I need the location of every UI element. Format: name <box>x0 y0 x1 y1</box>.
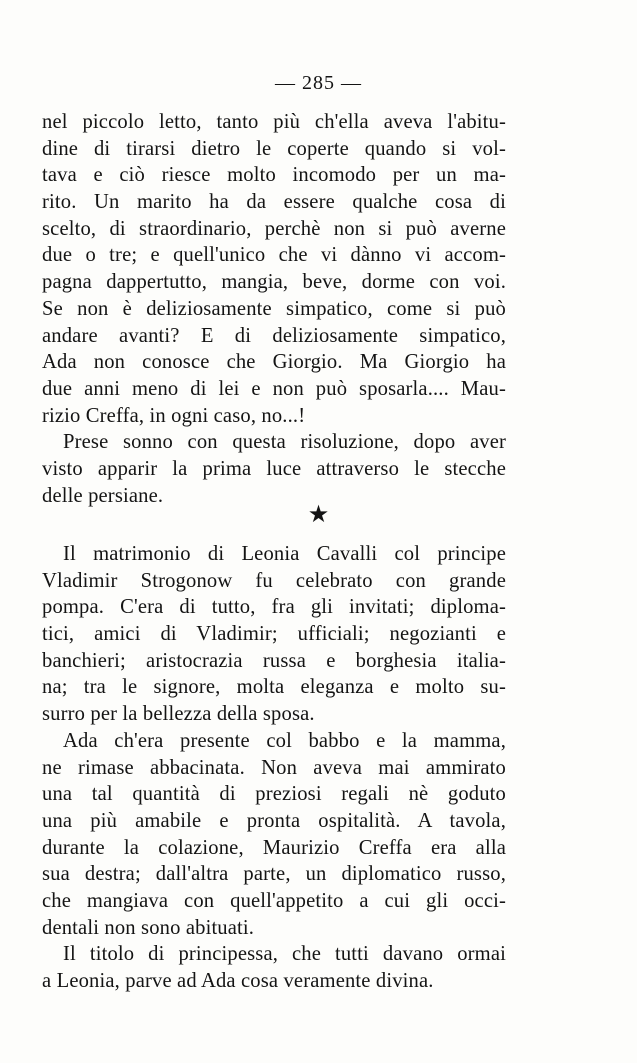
text-line: Vladimir Strogonow fu celebrato con grande <box>42 569 506 592</box>
text-line: pagna dappertutto, mangia, beve, dorme con voi. <box>42 271 506 294</box>
text-line: Prese sonno con questa risoluzione, dopo aver <box>63 431 506 454</box>
text-line: Il matrimonio di Leonia Cavalli col principe <box>63 543 506 565</box>
text-line: tava e ciò riesce molto incomodo per un ma- <box>42 164 506 187</box>
paragraph <box>42 109 506 429</box>
text-line: ne rimase abbacinata. Non aveva mai ammirato <box>42 756 506 779</box>
paragraph <box>42 941 506 994</box>
text-line: Ada ch'era presente col babbo e la mamma, <box>63 729 506 752</box>
text-block-top <box>42 109 506 509</box>
text-line: Se non è deliziosamente simpatico, come si può <box>42 297 506 320</box>
text-line: dentali non sono abituati. <box>42 916 255 939</box>
text-line: una più amabile e pronta ospitalità. A tavola, <box>42 809 506 832</box>
text-line: nel piccolo letto, tanto più ch'ella aveva l'abitu- <box>42 111 506 133</box>
text-line: surro per la bellezza della sposa. <box>42 703 315 726</box>
text-line: banchieri; aristocrazia russa e borghesia italia- <box>42 649 506 672</box>
text-line: sua destra; dall'altra parte, un diplomatico russo, <box>42 863 506 886</box>
text-line: rizio Creffa, in ogni caso, no...! <box>42 404 306 427</box>
text-line: una tal quantità di preziosi regali nè goduto <box>42 783 506 806</box>
text-block-bottom <box>42 541 506 995</box>
text-line: Il titolo di principessa, che tutti davano ormai <box>63 943 506 966</box>
text-line: pompa. C'era di tutto, fra gli invitati; diploma- <box>42 596 506 619</box>
text-line: scelto, di straordinario, perchè non si può averne <box>42 217 506 240</box>
text-line: rito. Un marito ha da essere qualche cosa di <box>42 191 506 214</box>
text-line: dine di tirarsi dietro le coperte quando si vol- <box>42 137 506 160</box>
star-separator-icon: ★ <box>307 500 330 528</box>
paragraph <box>42 728 506 942</box>
text-line: na; tra le signore, molta eleganza e molto su- <box>42 676 506 699</box>
paragraph <box>42 429 506 509</box>
text-line: delle persiane. <box>42 484 164 507</box>
text-line: due anni meno di lei e non può sposarla.... Mau- <box>42 377 506 400</box>
text-line: visto apparir la prima luce attraverso le stecche <box>42 457 506 480</box>
text-line: che mangiava con quell'appetito a cui gli occi- <box>42 889 506 912</box>
text-line: a Leonia, parve ad Ada cosa veramente divina. <box>42 970 434 992</box>
paragraph <box>42 541 506 728</box>
text-line: due o tre; e quell'unico che vi dànno vi accom- <box>42 244 506 267</box>
text-line: tici, amici di Vladimir; ufficiali; negozianti e <box>42 623 506 646</box>
text-line: durante la colazione, Maurizio Creffa era alla <box>42 836 506 859</box>
text-line: andare avanti? E di deliziosamente simpatico, <box>42 324 506 347</box>
page-number: — 285 — <box>275 72 362 94</box>
text-line: Ada non conosce che Giorgio. Ma Giorgio ha <box>42 351 506 374</box>
